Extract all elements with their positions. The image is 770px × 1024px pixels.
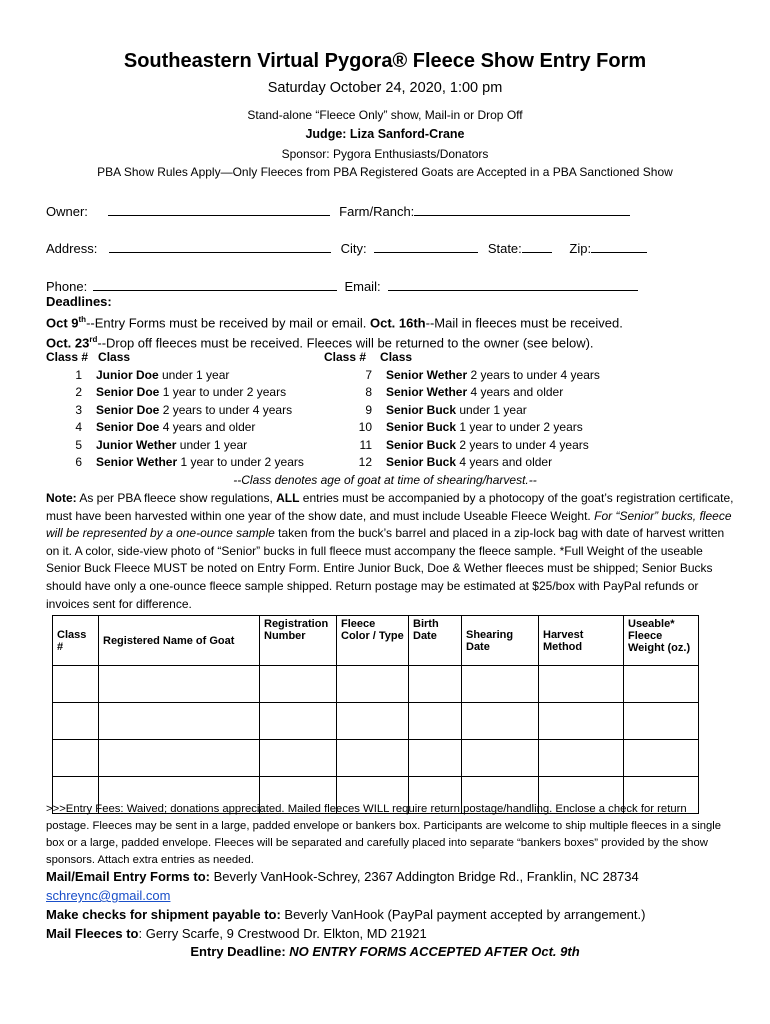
- class-num: 3: [75, 402, 82, 417]
- owner-row: [46, 201, 630, 219]
- entry-cell[interactable]: [99, 703, 260, 740]
- class-row: [324, 437, 600, 455]
- class-age-note: --Class denotes age of goat at time of shearing/harvest.--: [233, 473, 537, 487]
- deadline-1-date: Oct 9: [46, 314, 79, 330]
- entry-cell[interactable]: [539, 703, 624, 740]
- class-header-right: [324, 349, 600, 367]
- class-age: under 1 year: [158, 367, 230, 382]
- entry-cell[interactable]: [260, 703, 337, 740]
- entry-deadline-line: [0, 944, 770, 959]
- class-age: 4 years and older: [467, 385, 564, 399]
- email-field[interactable]: [388, 276, 638, 291]
- checks-text: Beverly VanHook (PayPal payment accepted by arrangement.): [280, 907, 646, 922]
- entry-fees-paragraph: [46, 801, 731, 869]
- class-row: [46, 367, 304, 385]
- class-row: [46, 402, 304, 420]
- class-type: Senior Buck: [386, 420, 457, 434]
- class-type: Senior Buck: [386, 437, 457, 452]
- zip-field[interactable]: [591, 238, 647, 253]
- class-type: Senior Wether: [96, 455, 178, 469]
- class-row: [46, 437, 304, 455]
- class-column-right: [324, 349, 600, 472]
- deadline-2-text: --Mail in fleeces must be received.: [425, 314, 623, 330]
- show-rules: PBA Show Rules Apply—Only Fleeces from PBA Registered Goats are Accepted in a PBA Sanctioned Show: [97, 165, 673, 179]
- class-num: 6: [75, 455, 82, 469]
- entry-cell[interactable]: [624, 703, 699, 740]
- fees-return: return postage/handling.: [430, 803, 553, 815]
- entry-cell[interactable]: [53, 740, 99, 777]
- class-type: Senior Buck: [386, 402, 457, 417]
- col-fleece-weight: Useable* Fleece Weight (oz.): [624, 616, 699, 666]
- class-age: 2 years to under 4 years: [159, 402, 293, 417]
- farm-field[interactable]: [414, 201, 630, 216]
- mail-forms-label: Mail/Email Entry Forms to:: [46, 869, 210, 884]
- mail-forms-line: [46, 869, 639, 884]
- deadline-1-text: --Entry Forms must be received by mail or email.: [86, 314, 367, 330]
- deadlines-heading: Deadlines:: [46, 294, 112, 309]
- entry-cell[interactable]: [260, 740, 337, 777]
- sponsor: Sponsor: Pygora Enthusiasts/Donators: [281, 147, 489, 161]
- address-label: Address:: [46, 241, 98, 256]
- class-type: Senior Doe: [96, 402, 160, 417]
- class-age: 1 year to under 2 years: [177, 455, 304, 469]
- deadlines: [46, 293, 726, 352]
- mail-fleeces-address: : Gerry Scarfe, 9 Crestwood Dr. Elkton, MD 21921: [138, 926, 427, 941]
- email-label: Email:: [344, 279, 381, 294]
- deadline-3-text: --Drop off fleeces must be received. Fleeces will be returned to the owner (see below).: [97, 335, 594, 351]
- table-row: [53, 740, 699, 777]
- owner-field[interactable]: [108, 201, 330, 216]
- class-num: 11: [359, 437, 372, 452]
- class-row: [46, 419, 304, 437]
- class-num: 5: [75, 437, 82, 452]
- entry-table: [52, 615, 699, 814]
- class-type: Junior Wether: [96, 437, 177, 452]
- table-row: [53, 666, 699, 703]
- mail-fleeces-line: [46, 926, 427, 941]
- col-shearing-date: Shearing Date: [462, 616, 539, 666]
- note-label: Note:: [46, 491, 77, 505]
- deadline-3-date: Oct. 23: [46, 335, 90, 351]
- entry-cell[interactable]: [99, 740, 260, 777]
- class-name-header: Class: [380, 350, 413, 364]
- address-row: [46, 238, 647, 256]
- class-num: 2: [75, 385, 82, 399]
- entry-cell[interactable]: [539, 666, 624, 703]
- class-num: 10: [358, 420, 372, 434]
- class-header-left: [46, 349, 304, 367]
- note-text: taken from the buck’s barrel and placed in a zip-lock bag with date of harvest written on it. A color, side-view photo of “Senior” bucks in full fleece must accompany the fleece sample. *Full Weight of the useable Senior Buck Fleece MUST be noted on Entry Form. Entire Junior Buck, Doe & Wether fleeces must be shipped; Senior Bucks should have only a one-ounce fleece sample shipped. Return postage may be estimated at $25/box with PayPal refunds or invoices sent for difference.: [46, 526, 725, 611]
- class-num: 1: [75, 367, 82, 382]
- table-row: [53, 703, 699, 740]
- zip-label: Zip:: [569, 241, 592, 256]
- email-link[interactable]: schreync@gmail.com: [46, 888, 171, 903]
- col-registration-number: Registration Number: [260, 616, 337, 666]
- state-label: State:: [487, 241, 522, 256]
- class-row: [324, 367, 600, 385]
- class-age: 2 years to under 4 years: [467, 367, 600, 382]
- class-type: Senior Wether: [386, 385, 468, 399]
- form-title: Southeastern Virtual Pygora® Fleece Show Entry Form: [123, 50, 647, 72]
- class-type: Senior Doe: [96, 420, 160, 434]
- entry-cell[interactable]: [53, 703, 99, 740]
- note-paragraph: [46, 490, 736, 613]
- col-harvest-method: Harvest Method: [539, 616, 624, 666]
- fees-text: Enclose a check for return postage. Fleeces may be sent in a large, padded envelope or bankers box. Participants are welcome to ship multiple fleeces in a single box or a large, padded envelope. Fleeces will be separated and carefully placed into separate “bankers boxes” provided by the show sponsors. Attach extra entries as needed.: [46, 803, 722, 866]
- class-row: [324, 384, 600, 402]
- show-format: Stand-alone “Fleece Only” show, Mail-in or Drop Off: [247, 108, 523, 122]
- class-type: Senior Doe: [96, 385, 160, 399]
- class-type: Senior Wether: [386, 367, 468, 382]
- class-type: Senior Buck: [386, 455, 457, 469]
- class-age: 1 year to under 2 years: [159, 385, 287, 399]
- class-num: 7: [365, 367, 372, 382]
- class-age: 4 years and older: [456, 455, 553, 469]
- deadline-1-sup: th: [78, 314, 87, 324]
- mail-forms-address: Beverly VanHook-Schrey, 2367 Addington Bridge Rd., Franklin, NC 28734: [209, 869, 639, 884]
- phone-row: [46, 276, 638, 294]
- entry-cell[interactable]: [409, 703, 462, 740]
- class-type: Junior Doe: [96, 367, 159, 382]
- entry-cell[interactable]: [99, 666, 260, 703]
- fees-text: WILL require: [359, 803, 431, 815]
- entry-cell[interactable]: [53, 666, 99, 703]
- fees-label: Entry Fees:: [65, 803, 124, 815]
- class-age: under 1 year: [176, 437, 248, 452]
- entry-cell[interactable]: [462, 666, 539, 703]
- entry-cell[interactable]: [337, 740, 409, 777]
- checks-label: Make checks for shipment payable to:: [46, 907, 281, 922]
- entry-cell[interactable]: [337, 666, 409, 703]
- class-age: 4 years and older: [159, 420, 256, 434]
- city-label: City:: [340, 241, 367, 256]
- class-row: [46, 454, 304, 472]
- entry-cell[interactable]: [462, 740, 539, 777]
- fees-mailed: Mailed fleeces: [287, 803, 360, 815]
- note-text: entries must be accompanied by a photocopy of the goat’s registration certificate, must have been harvested within one year of the show date, and must include Useable Fleece Weight.: [46, 491, 734, 523]
- fees-prefix: >>>: [46, 803, 66, 815]
- class-name-header: Class: [98, 350, 131, 364]
- address-field[interactable]: [109, 238, 331, 253]
- note-text: As per PBA fleece show regulations,: [76, 491, 277, 505]
- class-column-left: [46, 349, 304, 472]
- entry-cell[interactable]: [409, 740, 462, 777]
- state-field[interactable]: [522, 238, 552, 253]
- col-class-num: Class #: [53, 616, 99, 666]
- deadline-3-sup: rd: [89, 335, 98, 345]
- entry-cell[interactable]: [624, 666, 699, 703]
- judge: Judge: Liza Sanford-Crane: [305, 127, 465, 141]
- phone-label: Phone:: [46, 279, 88, 294]
- class-row: [324, 402, 600, 420]
- fees-text: Waived; donations appreciated.: [123, 803, 288, 815]
- owner-label: Owner:: [46, 204, 88, 219]
- show-date: Saturday October 24, 2020, 1:00 pm: [267, 80, 503, 96]
- entry-cell[interactable]: [462, 703, 539, 740]
- col-fleece-color: Fleece Color / Type: [337, 616, 409, 666]
- class-num: 12: [358, 455, 372, 469]
- entry-cell[interactable]: [337, 703, 409, 740]
- col-birth-date: Birth Date: [409, 616, 462, 666]
- entry-cell[interactable]: [409, 666, 462, 703]
- class-num-header: Class #: [324, 350, 367, 364]
- table-header-row: [53, 616, 699, 666]
- note-italic: For “Senior” bucks, fleece will be represented by a one-ounce sample: [46, 508, 732, 541]
- entry-cell[interactable]: [624, 740, 699, 777]
- city-field[interactable]: [374, 238, 478, 253]
- entry-cell[interactable]: [539, 740, 624, 777]
- note-all: ALL: [276, 491, 300, 505]
- col-goat-name: Registered Name of Goat: [99, 616, 260, 666]
- class-row: [46, 384, 304, 402]
- deadline-line-1: [46, 311, 726, 332]
- class-num-header: Class #: [46, 350, 89, 364]
- phone-field[interactable]: [93, 276, 337, 291]
- checks-line: [46, 907, 645, 922]
- class-age: 2 years to under 4 years: [456, 437, 589, 452]
- entry-cell[interactable]: [260, 666, 337, 703]
- class-age: 1 year to under 2 years: [456, 420, 583, 434]
- entry-deadline-text: NO ENTRY FORMS ACCEPTED AFTER Oct. 9th: [289, 944, 580, 959]
- class-row: [324, 419, 600, 437]
- entry-deadline-label: Entry Deadline:: [190, 944, 290, 959]
- mail-fleeces-label: Mail Fleeces to: [46, 926, 139, 941]
- class-row: [324, 454, 600, 472]
- class-num: 8: [365, 385, 372, 399]
- class-num: 9: [365, 402, 372, 417]
- farm-label: Farm/Ranch:: [339, 204, 415, 219]
- class-num: 4: [75, 420, 82, 434]
- class-age: under 1 year: [456, 402, 527, 417]
- deadline-2-date: Oct. 16th: [370, 314, 426, 330]
